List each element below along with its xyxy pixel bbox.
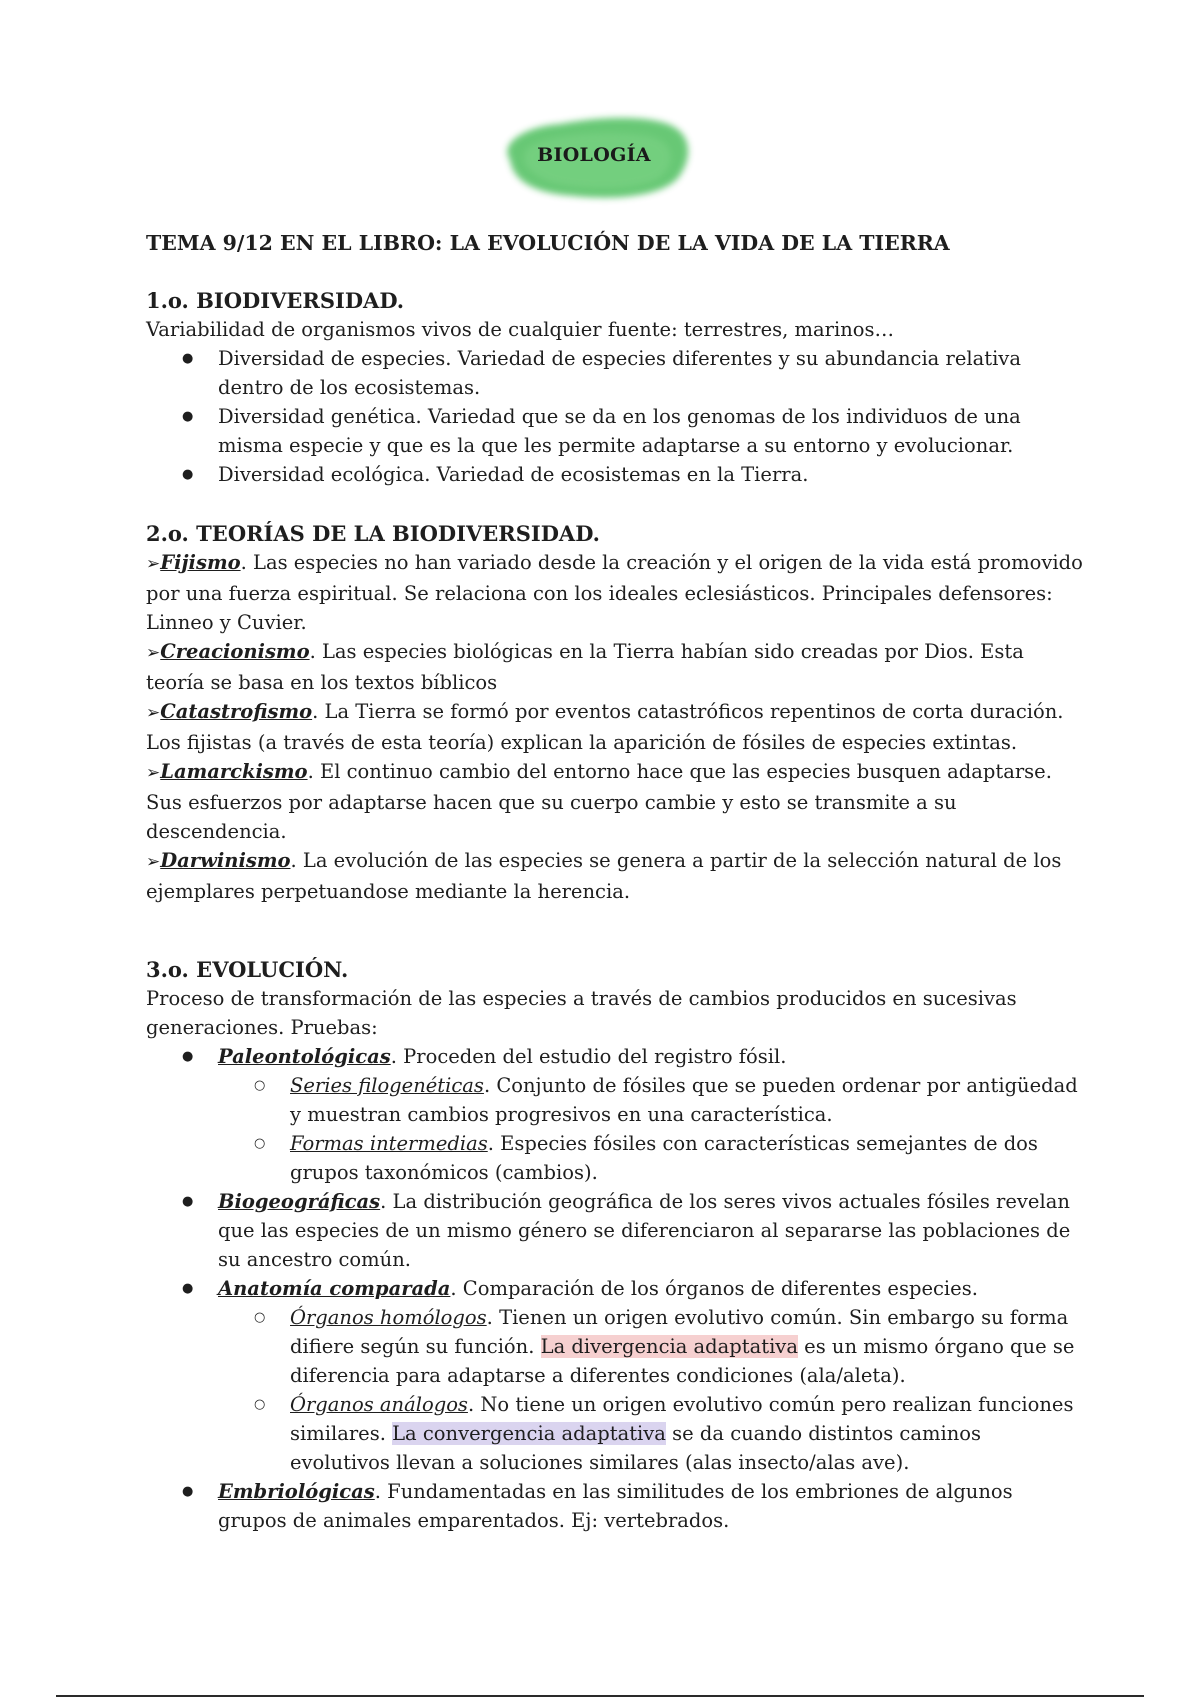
section-intro: Proceso de transformación de las especies a través de cambios producidos en sucesivas generaciones. Pruebas: [146,987,1017,1039]
evidence-text: . La distribución geográfica de los seres vivos actuales fósiles revelan que las especies de un mismo género se diferenciaron al separarse las poblaciones de su ancestro común. [218,1190,1071,1271]
page-divider [56,1695,1144,1697]
evidence-term: Anatomía comparada [218,1277,451,1300]
theory-text: . La evolución de las especies se genera a partir de la selección natural de los ejemplares perpetuandose mediante la herencia. [146,849,1062,903]
arrow-bullet-icon: ➢ [146,763,161,783]
sub-text: . Especies fósiles con características semejantes de dos grupos taxonómicos (cambios). [290,1132,1038,1184]
sub-term: Formas intermedias [290,1132,488,1155]
sub-term: Series filogenéticas [290,1074,484,1097]
arrow-bullet-icon: ➢ [146,643,161,663]
list-item-anatomia [146,1274,1086,1303]
evidence-term: Embriológicas [218,1480,375,1503]
sub-text: . Tienen un origen evolutivo común. Sin embargo su forma difiere según su función. [290,1306,1069,1358]
sub-list-item [146,1129,1086,1187]
theory-text: . La Tierra se formó por eventos catastróficos repentinos de corta duración. Los fijistas (a través de esta teoría) explican la aparición de fósiles de especies extintas. [146,700,1064,754]
title-banner [488,108,700,208]
list-item: ● Diversidad de especies. Variedad de especies diferentes y su abundancia relativa dentro de los ecosistemas. [146,344,1086,402]
evidence-text: . Proceden del estudio del registro fósil. [390,1045,787,1068]
section-intro: Variabilidad de organismos vivos de cualquier fuente: terrestres, marinos… [146,318,894,341]
theory-item [146,846,1086,906]
theory-term: Catastrofismo [160,700,313,723]
evidence-text: . Fundamentadas en las similitudes de los embriones de algunos grupos de animales emparentados. Ej: vertebrados. [218,1480,1013,1532]
list-item-embriologicas [146,1477,1086,1535]
list-item-biogeograficas [146,1187,1086,1274]
theory-term: Lamarckismo [160,760,308,783]
theory-term: Fijismo [160,551,241,574]
topic-heading: TEMA 9/12 EN EL LIBRO: LA EVOLUCIÓN DE LA VIDA DE LA TIERRA [146,231,950,255]
list-item-paleontologicas [146,1042,1086,1071]
theory-term: Creacionismo [160,640,310,663]
sub-list-item [146,1390,1086,1477]
section-heading: 1.o. BIODIVERSIDAD. [146,288,405,313]
page-title: BIOLOGÍA [537,144,651,166]
sub-term: Órganos homólogos [290,1306,487,1329]
theory-item [146,757,1086,846]
sub-text: . Conjunto de fósiles que se pueden ordenar por antigüedad y muestran cambios progresivos en una característica. [290,1074,1078,1126]
sub-text: es un mismo órgano que se diferencia para adaptarse a diferentes condiciones (ala/aleta). [290,1335,1075,1387]
bullet-list [146,344,1086,489]
evidence-term: Biogeográficas [218,1190,381,1213]
arrow-bullet-icon: ➢ [146,703,161,723]
section-biodiversidad [146,286,1086,489]
list-item: ● Diversidad ecológica. Variedad de ecosistemas en la Tierra. [146,460,1086,489]
section-teorias [146,519,1086,906]
highlight-red: La divergencia adaptativa [540,1335,798,1358]
theory-text: . Las especies biológicas en la Tierra habían sido creadas por Dios. Esta teoría se basa en los textos bíblicos [146,640,1024,694]
arrow-bullet-icon: ➢ [146,554,161,574]
evidence-text: . Comparación de los órganos de diferentes especies. [450,1277,978,1300]
sub-list-item [146,1071,1086,1129]
sub-text: se da cuando distintos caminos evolutivos llevan a soluciones similares (alas insecto/alas ave). [290,1422,982,1474]
section-evolucion [146,955,1086,1535]
theory-text: . Las especies no han variado desde la creación y el origen de la vida está promovido por una fuerza espiritual. Se relaciona con los ideales eclesiásticos. Principales defensores: Linneo y Cuvier. [146,551,1083,634]
section-heading: 3.o. EVOLUCIÓN. [146,957,349,982]
highlight-blue: La convergencia adaptativa [392,1422,666,1445]
theory-item [146,637,1086,697]
evidence-list [146,1042,1086,1535]
theory-item [146,697,1086,757]
sub-list-item [146,1303,1086,1390]
theory-text: . El continuo cambio del entorno hace que las especies busquen adaptarse. Sus esfuerzos por adaptarse hacen que su cuerpo cambie y esto se transmite a su descendencia. [146,760,1052,843]
evidence-term: Paleontológicas [218,1045,391,1068]
sub-term: Órganos análogos [290,1393,468,1416]
list-item: ● Diversidad genética. Variedad que se da en los genomas de los individuos de una misma especie y que es la que les permite adaptarse a su entorno y evolucionar. [146,402,1086,460]
theory-term: Darwinismo [160,849,291,872]
arrow-bullet-icon: ➢ [146,852,161,872]
sub-text: . No tiene un origen evolutivo común pero realizan funciones similares. [290,1393,1074,1445]
theory-item [146,548,1086,637]
section-heading: 2.o. TEORÍAS DE LA BIODIVERSIDAD. [146,521,600,546]
